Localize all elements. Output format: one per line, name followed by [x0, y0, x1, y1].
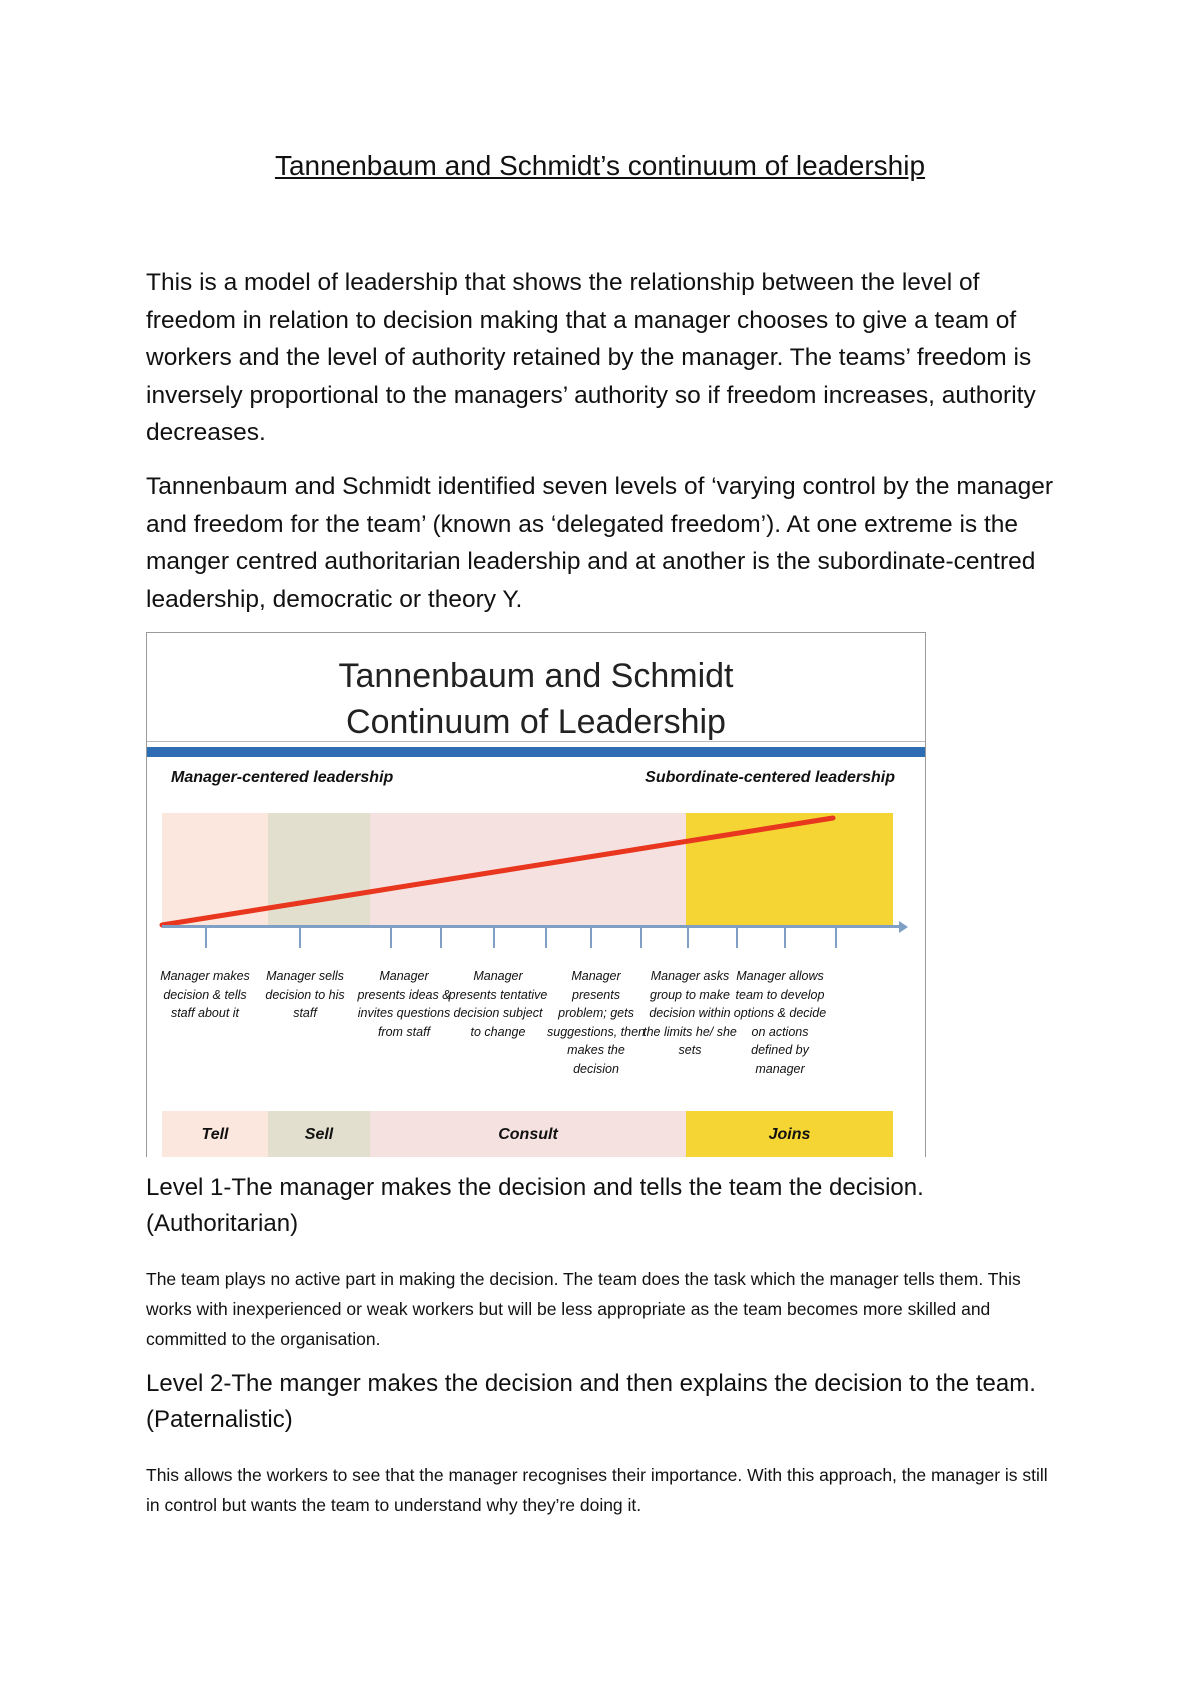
level-1-text: The team plays no active part in making the decision. The team does the task which the manager tells them. This works with inexperienced or weak workers but will be less appropriate as the team becomes more skilled and committed to the organisation. — [146, 1269, 1021, 1349]
axis-tick — [493, 926, 495, 948]
level-description-2: Manager sells decision to his staff — [265, 969, 345, 1020]
level-description-7: Manager allows team to develop options & decide on actions defined by manager — [733, 969, 827, 1076]
level-1-heading: Level 1-The manager makes the decision and tells the team the decision. (Authoritarian) — [146, 1174, 924, 1237]
axis-tick — [687, 926, 689, 948]
level-2-heading: Level 2-The manger makes the decision and then explains the decision to the team. (Paternalistic) — [146, 1370, 1036, 1433]
level-description-6: Manager asks group to make decision within the limits he/ she sets — [643, 969, 737, 1057]
axis-arrow-icon — [899, 921, 908, 933]
subordinate-centered-label: Subordinate-centered leadership — [645, 769, 895, 786]
level-description-4: Manager presents tentative decision subject to change — [448, 969, 548, 1039]
trend-line — [162, 818, 833, 925]
intro-paragraph: This is a model of leadership that shows the relationship between the level of freedom in relation to decision making that a manager chooses to give a team of workers and the level of authority retained by the manager. The teams’ freedom is inversely proportional to the managers’ authority so if freedom increases, authority decreases. — [146, 269, 1036, 446]
axis-tick — [299, 926, 301, 948]
levels-paragraph: Tannenbaum and Schmidt identified seven levels of ‘varying control by the manager and freedom for the team’ (known as ‘delegated freedom’). At one extreme is the manger centred authoritarian leadership and at another is the subordinate-centred leadership, democratic or theory Y. — [146, 473, 1054, 613]
level-description-3: Manager presents ideas & invites questions from staff — [357, 969, 451, 1039]
axis-line — [162, 925, 902, 928]
diagram-title-line2: Continuum of Leadership — [346, 703, 726, 741]
axis-tick — [835, 926, 837, 948]
axis-tick — [440, 926, 442, 948]
diagram-title-line1: Tannenbaum and Schmidt — [338, 657, 734, 695]
level-description-1: Manager makes decision & tells staff about it — [160, 969, 250, 1020]
axis-tick — [784, 926, 786, 948]
axis-tick — [390, 926, 392, 948]
level-description-5: Manager presents problem; gets suggestions, then makes the decision — [547, 969, 645, 1076]
band-sell: Sell — [268, 1111, 370, 1157]
axis-tick — [590, 926, 592, 948]
continuum-diagram — [146, 632, 926, 1157]
manager-centered-label: Manager-centered leadership — [171, 769, 394, 786]
band-consult: Consult — [370, 1111, 686, 1157]
band-tell: Tell — [162, 1111, 268, 1157]
axis-tick — [736, 926, 738, 948]
axis-tick — [545, 926, 547, 948]
level-2-text: This allows the workers to see that the manager recognises their importance. With this approach, the manager is still in control but wants the team to understand why they’re doing it. — [146, 1465, 1048, 1515]
axis-tick — [205, 926, 207, 948]
trend-line-svg — [147, 633, 925, 1157]
band-joins: Joins — [686, 1111, 893, 1157]
page-title: Tannenbaum and Schmidt’s continuum of leadership — [274, 150, 926, 181]
axis-tick — [640, 926, 642, 948]
